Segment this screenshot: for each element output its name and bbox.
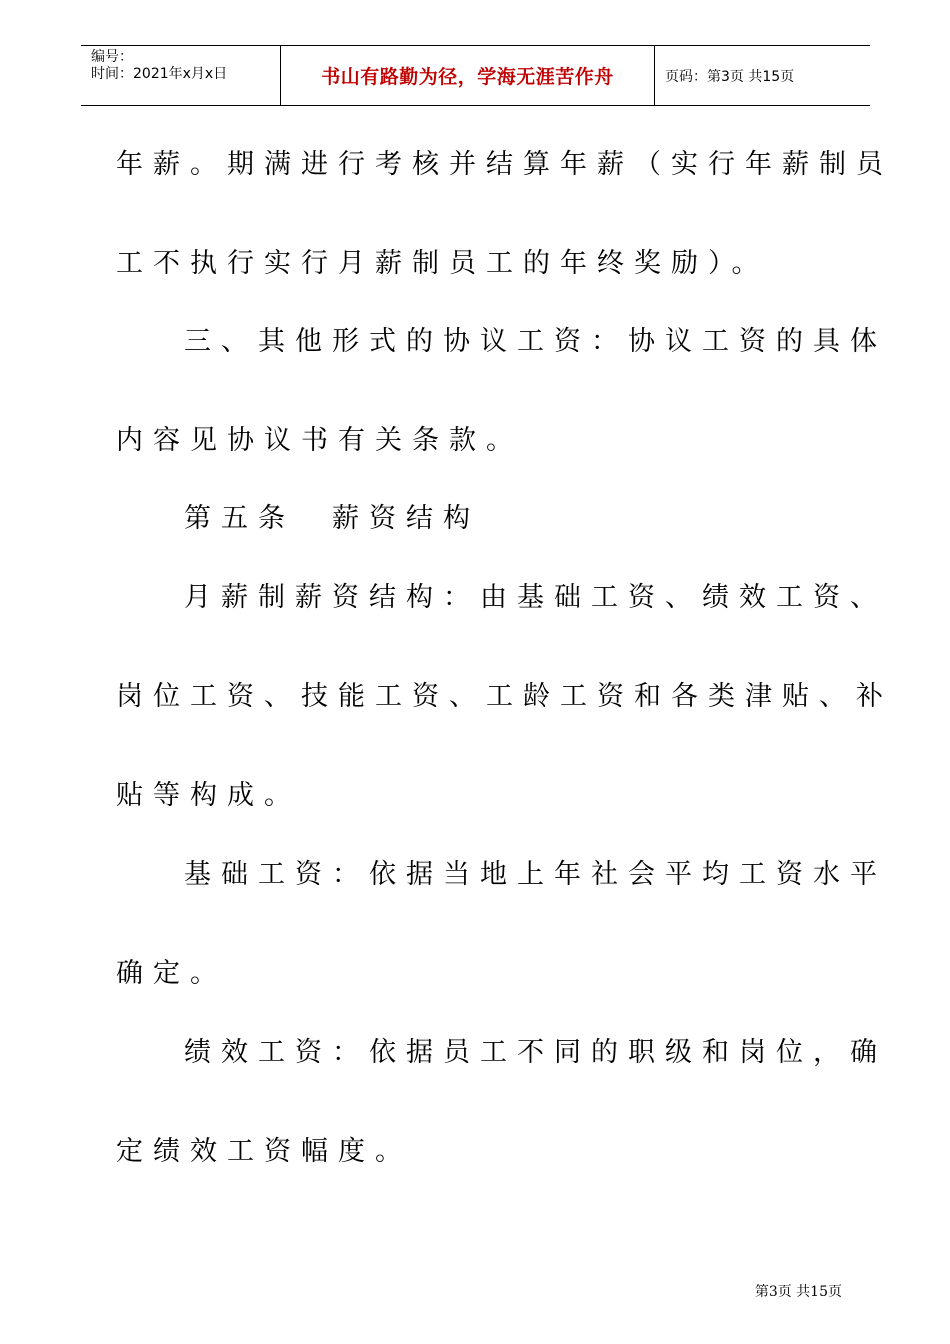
body-line: 岗位工资、技能工资、工龄工资和各类津贴、补: [116, 681, 893, 712]
body-line: 确定。: [116, 958, 227, 989]
header-meta: [81, 46, 281, 105]
body-line: 贴等构成。: [116, 780, 301, 811]
body-line: 定绩效工资幅度。: [116, 1136, 412, 1167]
body-line: 基础工资：依据当地上年社会平均工资水平: [184, 859, 887, 890]
document-time: 时间：2021年x月x日: [91, 66, 228, 82]
page-header: [81, 45, 870, 106]
body-line: 绩效工资：依据员工不同的职级和岗位，确: [184, 1037, 887, 1068]
header-motto: 书山有路勤为径，学海无涯苦作舟: [321, 66, 614, 88]
body-line: 工不执行实行月薪制员工的年终奖励）。: [116, 248, 769, 279]
body-line: 年薪。期满进行考核并结算年薪（实行年薪制员: [116, 149, 893, 180]
document-number: 编号：: [91, 49, 133, 65]
page-footer: 第3页 共15页: [754, 1284, 842, 1300]
section-heading: 第五条 薪资结构: [184, 503, 480, 534]
header-motto-cell: [281, 46, 655, 105]
body-line: 内容见协议书有关条款。: [116, 425, 523, 456]
header-page-number: 页码：第3页 共15页: [665, 68, 795, 85]
body-line: 三、其他形式的协议工资：协议工资的具体: [184, 326, 887, 357]
header-page-info: [655, 46, 870, 105]
body-line: 月薪制薪资结构：由基础工资、绩效工资、: [184, 582, 887, 613]
